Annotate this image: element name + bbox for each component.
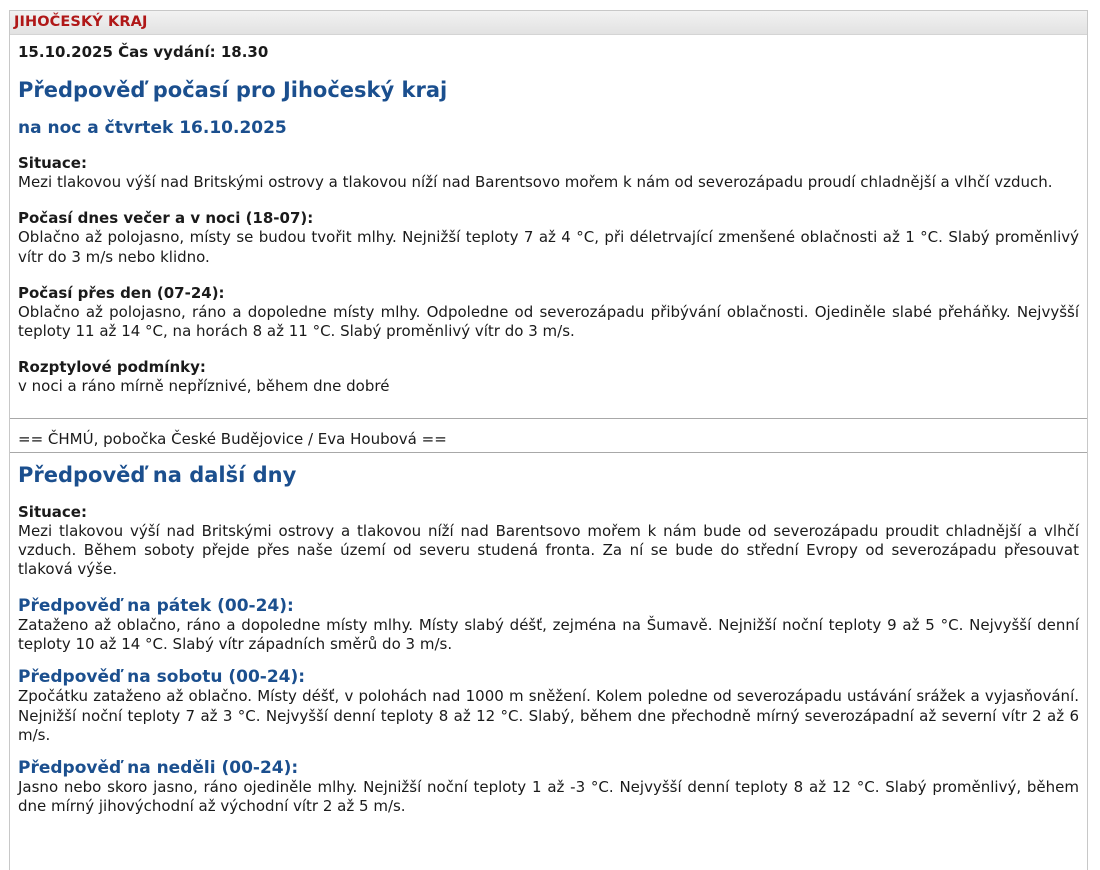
forecast-content bbox=[10, 43, 1087, 397]
forecast-panel bbox=[9, 10, 1088, 870]
section-situation bbox=[18, 154, 1079, 192]
section-saturday bbox=[18, 667, 1079, 745]
day-label: Předpověď na sobotu (00-24): bbox=[18, 667, 306, 688]
section-next-situation bbox=[18, 503, 1079, 580]
section-friday bbox=[18, 596, 1079, 655]
section-daytime bbox=[18, 284, 1079, 342]
section-label: Počasí dnes večer a v noci (18-07): bbox=[18, 209, 314, 228]
section-sunday bbox=[18, 758, 1079, 817]
divider bbox=[10, 452, 1087, 453]
section-text: Mezi tlakovou výší nad Britskými ostrovy a tlakovou níží nad Barentsovo mořem k nám od severozápadu proudí chladnější a vlhčí vzduch. bbox=[18, 173, 1053, 191]
section-label: Rozptylové podmínky: bbox=[18, 358, 206, 377]
section-text: Oblačno až polojasno, místy se budou tvořit mlhy. Nejnižší teploty 7 až 4 °C, při déletrvající zmenšené oblačnosti až 1 °C. Slabý proměnlivý vítr do 3 m/s nebo klidno. bbox=[18, 228, 1079, 266]
day-label: Předpověď na neděli (00-24): bbox=[18, 758, 299, 779]
day-label: Předpověď na pátek (00-24): bbox=[18, 595, 294, 616]
region-title: JIHOČESKÝ KRAJ bbox=[14, 14, 148, 30]
issue-date-time: 15.10.2025 Čas vydání: 18.30 bbox=[18, 43, 269, 61]
section-text: Mezi tlakovou výší nad Britskými ostrovy a tlakovou níží nad Barentsovo mořem k nám bude od severozápadu proudit chladnější a vlhčí vzduch. Během soboty přejde přes naše území od severu studená fronta. Za ní se bude do střední Evropy od severozápadu přesouvat tlaková výše. bbox=[18, 521, 1079, 579]
section-text: Oblačno až polojasno, ráno a dopoledne místy mlhy. Odpoledne od severozápadu přibývání oblačnosti. Ojediněle slabé přeháňky. Nejvyšší teploty 11 až 14 °C, na horách 8 až 11 °C. Slabý proměnlivý vítr do 3 m/s. bbox=[18, 302, 1079, 341]
section-label: Situace: bbox=[18, 154, 87, 172]
section-label: Počasí přes den (07-24): bbox=[18, 283, 225, 302]
author-block bbox=[10, 419, 1087, 452]
section-text: v noci a ráno mírně nepříznivé, během dne dobré bbox=[18, 377, 390, 396]
section-evening-night bbox=[18, 209, 1079, 267]
region-header bbox=[10, 11, 1087, 35]
section-dispersion bbox=[18, 358, 1079, 396]
section-text: Zataženo až oblačno, ráno a dopoledne místy mlhy. Místy slabý déšť, zejména na Šumavě. Nejnižší noční teploty 9 až 5 °C. Nejvyšší denní teploty 10 až 14 °C. Slabý vítr západních směrů do 3 m/s. bbox=[18, 615, 1079, 653]
section-text: Jasno nebo skoro jasno, ráno ojediněle mlhy. Nejnižší noční teploty 1 až -3 °C. Nejvyšší denní teploty 8 až 12 °C. Slabý proměnlivý, během dne mírný jihovýchodní až východní vítr 2 až 5 m/s. bbox=[18, 778, 1079, 816]
next-days-content bbox=[10, 461, 1087, 817]
page-title: Předpověď počasí pro Jihočeský kraj bbox=[18, 78, 448, 102]
section-text: Zpočátku zataženo až oblačno. Místy déšť, v polohách nad 1000 m sněžení. Kolem poledne od severozápadu ustávání srážek a vyjasňování. Nejnižší noční teploty 7 až 3 °C. Nejvyšší denní teploty 8 až 12 °C. Slabý, během dne přechodně mírný severozápadní až severní vítr 2 až 6 m/s. bbox=[18, 687, 1079, 744]
author-line: == ČHMÚ, pobočka České Budějovice / Eva Houbová == bbox=[18, 429, 447, 448]
forecast-period: na noc a čtvrtek 16.10.2025 bbox=[18, 118, 287, 138]
section-label: Situace: bbox=[18, 502, 87, 521]
next-days-title: Předpověď na další dny bbox=[18, 462, 297, 487]
